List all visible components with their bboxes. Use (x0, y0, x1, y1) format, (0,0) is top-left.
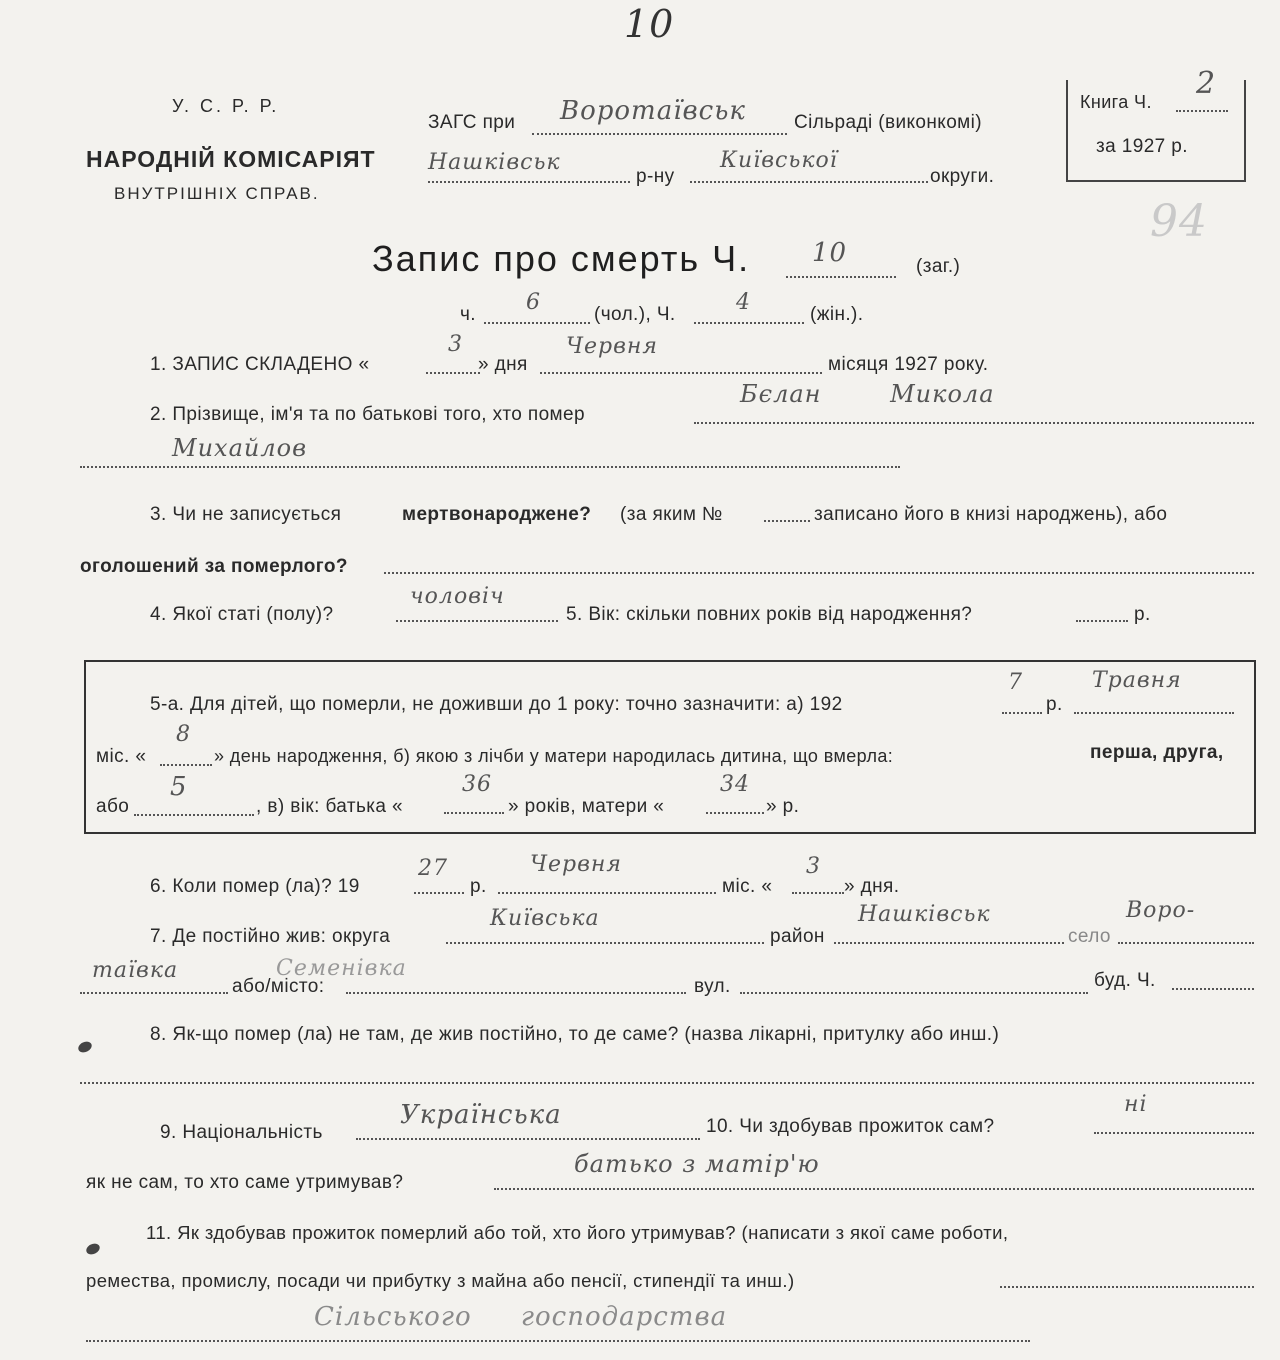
book-number-line (1176, 110, 1228, 112)
f1-month-line (540, 372, 822, 374)
f5a-years-mother: » років, матери « (508, 796, 665, 817)
f5a-year-digit: 7 (1008, 670, 1023, 695)
counts-prefix: ч. (460, 304, 476, 325)
f5a-father-line (444, 812, 504, 814)
f7-rayon: Нашківськ (858, 902, 991, 927)
zags-suffix: Сільраді (виконкомі) (794, 112, 982, 133)
f7-rayon-line (834, 942, 1064, 944)
f9-label: 9. Національність (160, 1122, 323, 1143)
f6-mis: міс. « (722, 876, 773, 897)
f6-end: » дня. (844, 876, 900, 897)
female-count: 4 (736, 290, 751, 315)
document-title: Запис про смерть Ч. (372, 238, 751, 279)
f9-line (356, 1138, 700, 1140)
female-label: (жін.). (810, 304, 864, 325)
f7-vul-line (740, 992, 1088, 994)
f5-age-line (1076, 620, 1128, 622)
f11-line1: 11. Як здобував прожиток померлий або той, хто його утримував? (написати з якої саме роботи, (146, 1222, 1009, 1243)
zags-district-line (428, 181, 630, 183)
zags-okrug: Київської (720, 148, 838, 173)
f5a-year-r: р. (1046, 694, 1063, 715)
f6-day: 3 (806, 854, 821, 879)
f7-okrug-line (446, 942, 764, 944)
f3-declared-line (384, 572, 1254, 574)
f10-supporter: батько з матір'ю (574, 1150, 820, 1178)
f7-selo2: таївка (92, 958, 179, 983)
f2-label: 2. Прізвище, ім'я та по батькові того, хто помер (150, 404, 585, 425)
f7-selo2-line (80, 992, 228, 994)
header-ussr: У. С. Р. Р. (172, 96, 280, 116)
f7-misto-line (346, 992, 686, 994)
f9-value: Українська (400, 1100, 562, 1130)
zags-district-label: р-ну (636, 166, 675, 187)
f5a-year-line (1002, 712, 1042, 714)
f5a-first-second: перша, друга, (1090, 742, 1224, 763)
male-count: 6 (526, 290, 541, 315)
book-label: Книга Ч. (1080, 92, 1152, 112)
f5a-birth-month: Травня (1092, 668, 1182, 693)
f5a-father-age: 36 (462, 772, 492, 797)
zags-prefix: ЗАГС при (428, 112, 516, 133)
f2-line2 (80, 466, 900, 468)
f1-day-line (426, 372, 480, 374)
f1-label: 1. ЗАПИС СКЛАДЕНО « (150, 354, 370, 375)
f6-month-line (498, 892, 716, 894)
f3-declared: оголошений за померлого? (80, 556, 348, 577)
ink-smudge-2 (85, 1242, 102, 1257)
f4-value: чоловіч (410, 584, 505, 609)
male-label: (чол.), Ч. (594, 304, 676, 325)
f10-value: ні (1124, 1092, 1148, 1117)
f3-line1: 3. Чи не записується (150, 504, 342, 525)
f7-rayon-label: район (770, 926, 825, 947)
f5a-order: 5 (170, 772, 188, 802)
f10-support-label: як не сам, то хто саме утримував? (86, 1172, 404, 1193)
f3-line1b: (за яким № (620, 504, 723, 525)
f1-month: Червня (566, 334, 658, 359)
f6-r: р. (470, 876, 487, 897)
f1-end: місяця 1927 року. (828, 354, 989, 375)
f5a-order-line (134, 814, 254, 816)
f2-line1 (694, 422, 1254, 424)
header-internal: ВНУТРІШНІХ СПРАВ. (114, 184, 320, 203)
zags-village: Воротаївськ (560, 96, 746, 126)
zags-district: Нашківськ (428, 150, 561, 175)
f5a-line3: , в) вік: батька « (256, 796, 403, 817)
title-number: 10 (812, 238, 848, 268)
f6-day-line (792, 892, 844, 894)
f5a-line1: 5-а. Для дітей, що померли, не доживши до 1 року: точно зазначити: а) 192 (150, 694, 843, 715)
f5a-line2: » день народження, б) якою з лічби у матери народилась дитина, що вмерла: (214, 746, 894, 766)
f3-stillborn: мертвонароджене? (402, 504, 592, 525)
f4-line (396, 620, 558, 622)
f5a-day-line (160, 764, 212, 766)
f5a-mis-label: міс. « (96, 746, 147, 767)
book-year: за 1927 р. (1096, 136, 1188, 157)
f7-abo-misto: або/місто: (232, 976, 325, 997)
male-count-line (484, 322, 590, 324)
f7-selo-label: село (1068, 926, 1111, 947)
f5a-month-line (1074, 712, 1234, 714)
zags-okrug-line (690, 181, 928, 183)
f1-day: 3 (448, 332, 463, 357)
female-count-line (694, 322, 804, 324)
title-number-line (786, 276, 896, 278)
title-suffix: (заг.) (916, 256, 961, 277)
f6-month: Червня (530, 852, 622, 877)
f10-line (1094, 1132, 1254, 1134)
f11-line2: ремества, промислу, посади чи прибутку з майна або пенсії, стипендії та инш.) (86, 1270, 795, 1291)
f3-number-line (764, 520, 810, 522)
f3-line1c: записано його в книзі народжень), або (814, 504, 1168, 525)
zags-village-line (532, 133, 787, 135)
f7-okrug: Київська (490, 906, 600, 931)
f7-selo: Воро- (1126, 898, 1196, 923)
f6-label: 6. Коли помер (ла)? 19 (150, 876, 360, 897)
f1-mid: » дня (478, 354, 528, 375)
f5a-mother-line (706, 812, 764, 814)
f11-line-b (86, 1340, 1030, 1342)
f5a-end: » р. (766, 796, 800, 817)
f8-line (80, 1082, 1254, 1084)
f7-vul: вул. (694, 976, 731, 997)
f11-line-a (1000, 1286, 1254, 1288)
page-number: 10 (624, 2, 675, 46)
f7-bud-line (1172, 988, 1254, 990)
f7-label: 7. Де постійно жив: округа (150, 926, 391, 947)
header-commissariat: НАРОДНІЙ КОМІСАРІЯТ (86, 146, 376, 172)
f5-age-unit: р. (1134, 604, 1151, 625)
book-number: 2 (1196, 66, 1217, 101)
ink-smudge (77, 1040, 94, 1055)
f8-label: 8. Як-що помер (ла) не там, де жив постійно, то де саме? (назва лікарні, притулку або инш.) (150, 1024, 1000, 1045)
f7-misto-note: Семенівка (276, 956, 407, 981)
f4-label: 4. Якої статі (полу)? (150, 604, 334, 625)
margin-note: 94 (1150, 196, 1208, 247)
f7-selo-line (1118, 942, 1254, 944)
f7-bud: буд. Ч. (1094, 970, 1156, 991)
f5a-abo: або (96, 796, 130, 817)
f2-value1: Бєлан Микола (740, 380, 995, 408)
f11-value: Сільського господарства (314, 1302, 728, 1332)
f10-support-line (494, 1188, 1254, 1190)
f10-label: 10. Чи здобував прожиток сам? (706, 1116, 995, 1137)
f5a-birth-day: 8 (176, 722, 191, 747)
zags-okrug-label: округи. (930, 166, 995, 187)
f6-year-line (414, 892, 464, 894)
f6-year: 27 (418, 856, 448, 881)
f2-value2: Михайлов (172, 434, 308, 462)
f5a-mother-age: 34 (720, 772, 750, 797)
f5-age-label: 5. Вік: скільки повних років від народження? (566, 604, 973, 625)
